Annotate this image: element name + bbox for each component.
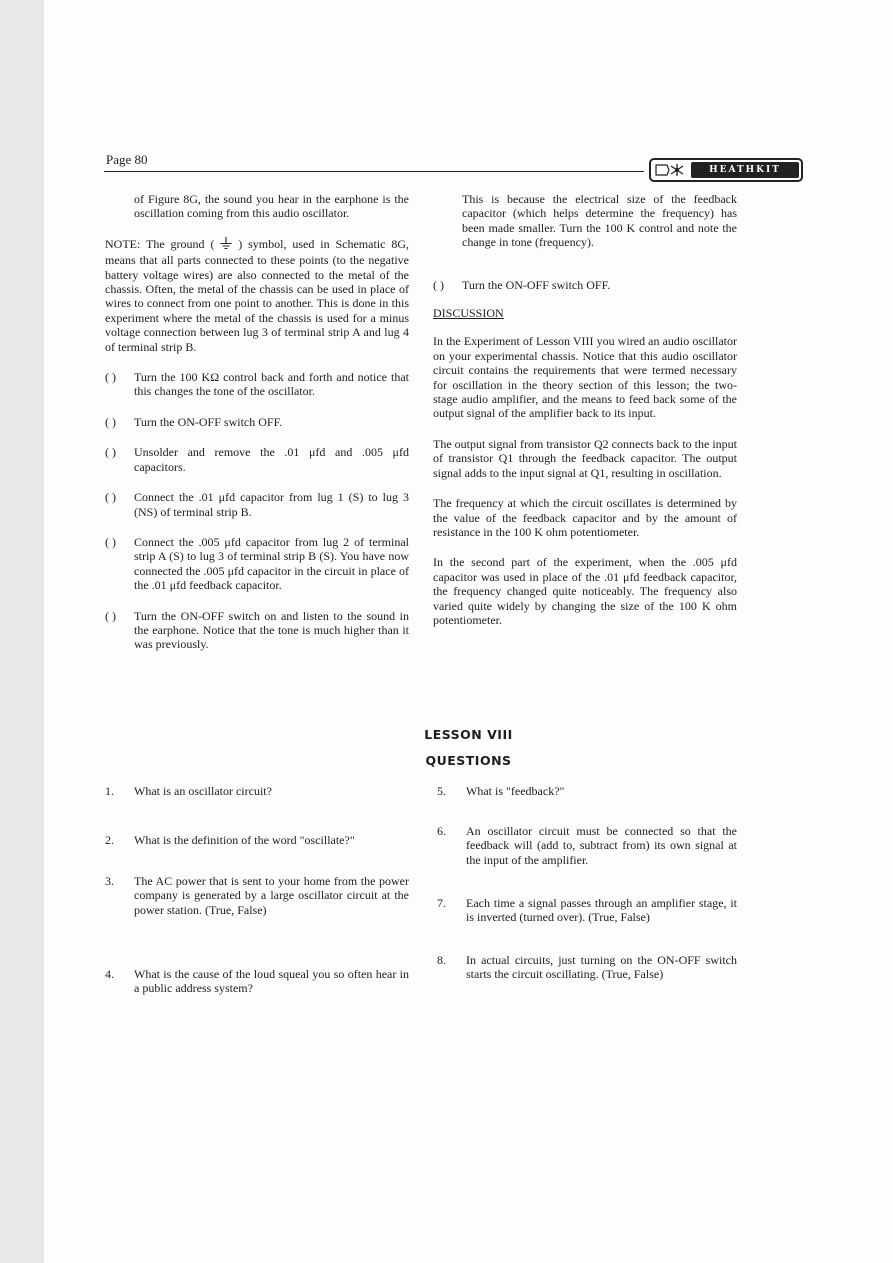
discussion-paragraph: In the Experiment of Lesson VIII you wired an audio oscillator on your experimental chassis. Notice that this audio oscillator circuit contains the requirements that were termed necessary for oscillation in the theory section of this lesson; the two-stage audio amplifier, and the means to feed back some of the output signal of the amplifier back to its input.	[433, 334, 737, 421]
ground-symbol-icon	[220, 237, 232, 253]
question-item	[105, 967, 409, 996]
question-item	[437, 824, 737, 867]
header-rule	[104, 171, 644, 172]
step-text: Connect the .01 μfd capacitor from lug 1 (S) to lug 3 (NS) of terminal strip B.	[134, 490, 409, 519]
left-column	[105, 192, 409, 652]
step-text: Turn the ON-OFF switch on and listen to the sound in the earphone. Notice that the tone is much higher than it was previously.	[134, 608, 409, 652]
question-number: 1.	[105, 784, 114, 798]
discussion-paragraph: The frequency at which the circuit oscillates is determined by the value of the feedback capacitor and by the amount of resistance in the 100 K ohm potentiometer.	[433, 496, 737, 539]
checkbox[interactable]: ( )	[105, 414, 116, 429]
page-header	[104, 150, 794, 180]
question-item	[105, 833, 409, 847]
question-item	[437, 953, 737, 982]
note-paragraph	[105, 237, 409, 354]
step-connect-005	[105, 535, 409, 593]
question-item	[437, 896, 737, 925]
step-text: Turn the ON-OFF switch OFF.	[134, 414, 283, 429]
question-number: 4.	[105, 967, 114, 981]
question-item	[105, 784, 409, 798]
document-page	[44, 0, 893, 1263]
checkbox[interactable]: ( )	[105, 534, 116, 549]
intro-paragraph: of Figure 8G, the sound you hear in the earphone is the oscillation coming from this audio oscillator.	[134, 192, 409, 221]
questions-heading: QUESTIONS	[425, 753, 512, 768]
question-text: What is an oscillator circuit?	[134, 784, 272, 798]
checkbox[interactable]: ( )	[105, 445, 116, 460]
question-number: 7.	[437, 896, 446, 910]
discussion-paragraph: The output signal from transistor Q2 connects back to the input of transistor Q1 through the feedback capacitor. The output signal adds to the input signal at Q1, resulting in oscillation.	[433, 436, 737, 480]
step-turn-control	[105, 370, 409, 399]
logo-wordmark: HEATHKIT	[691, 162, 799, 178]
right-column	[433, 192, 737, 627]
checkbox[interactable]: ( )	[105, 490, 116, 505]
question-text: The AC power that is sent to your home from the power company is generated by a large oscillator circuit at the power station. (True, False)	[134, 874, 409, 917]
step-switch-off-final	[433, 278, 737, 292]
note-text-start: NOTE: The ground (	[105, 236, 215, 251]
question-text: In actual circuits, just turning on the ON-OFF switch starts the circuit oscillating. (True, False)	[466, 953, 737, 982]
discussion-heading: DISCUSSION	[433, 306, 504, 321]
page-number: Page 80	[106, 152, 148, 167]
question-text: What is the cause of the loud squeal you so often hear in a public address system?	[134, 967, 409, 996]
step-switch-off	[105, 415, 409, 429]
question-number: 8.	[437, 953, 446, 967]
step-text: Unsolder and remove the .01 μfd and .005 μfd capacitors.	[134, 445, 409, 474]
question-text: What is "feedback?"	[466, 784, 565, 798]
checkbox[interactable]: ( )	[105, 608, 116, 623]
question-text: Each time a signal passes through an amplifier stage, it is inverted (turned over). (True, False)	[466, 896, 737, 925]
step-text: Turn the 100 KΩ control back and forth and notice that this changes the tone of the oscillator.	[134, 370, 409, 399]
heathkit-logo	[649, 158, 803, 182]
question-number: 3.	[105, 874, 114, 888]
question-item	[105, 874, 409, 917]
question-text: An oscillator circuit must be connected so that the feedback will (add to, subtract from) its own signal at the input of the amplifier.	[466, 824, 737, 867]
question-item	[437, 784, 737, 798]
checkbox[interactable]: ( )	[105, 370, 116, 385]
discussion-paragraph: In the second part of the experiment, when the .005 μfd capacitor was used in place of the .01 μfd feedback capacitor, the frequency changed quite noticeably. The frequency also varied quite widely by changing the size of the 100 K ohm potentiometer.	[433, 555, 737, 627]
heathkit-emblem-icon	[653, 162, 691, 178]
step-switch-on	[105, 609, 409, 652]
checkbox[interactable]: ( )	[433, 277, 444, 292]
note-text-end: ) symbol, used in Schematic 8G, means that all parts connected to these points (to the negative battery voltage wires) are also connected to the metal of the chassis. Often, the metal of the chassis can be used in place of wires to connect from one point to another. This is done in this experiment where the metal of the chassis is used for a minus voltage connection between lug 3 of terminal strip A and lug 4 of terminal strip B.	[105, 236, 410, 354]
step-text: Turn the ON-OFF switch OFF.	[462, 277, 611, 292]
question-number: 5.	[437, 784, 446, 798]
step-unsolder	[105, 445, 409, 474]
step-text: Connect the .005 μfd capacitor from lug 2 of terminal strip A (S) to lug 3 of terminal strip B (S). You have now connected the .005 μfd capacitor in the circuit in place of the .01 μfd feedback capacitor.	[134, 534, 409, 593]
question-text: What is the definition of the word "oscillate?"	[134, 833, 355, 847]
question-number: 6.	[437, 824, 446, 838]
continuation-paragraph: This is because the electrical size of the feedback capacitor (which helps determine the frequency) has been made smaller. Turn the 100 K control and note the change in tone (frequency).	[462, 192, 737, 250]
lesson-heading: LESSON VIII	[424, 727, 513, 742]
step-connect-01	[105, 490, 409, 519]
question-number: 2.	[105, 833, 114, 847]
